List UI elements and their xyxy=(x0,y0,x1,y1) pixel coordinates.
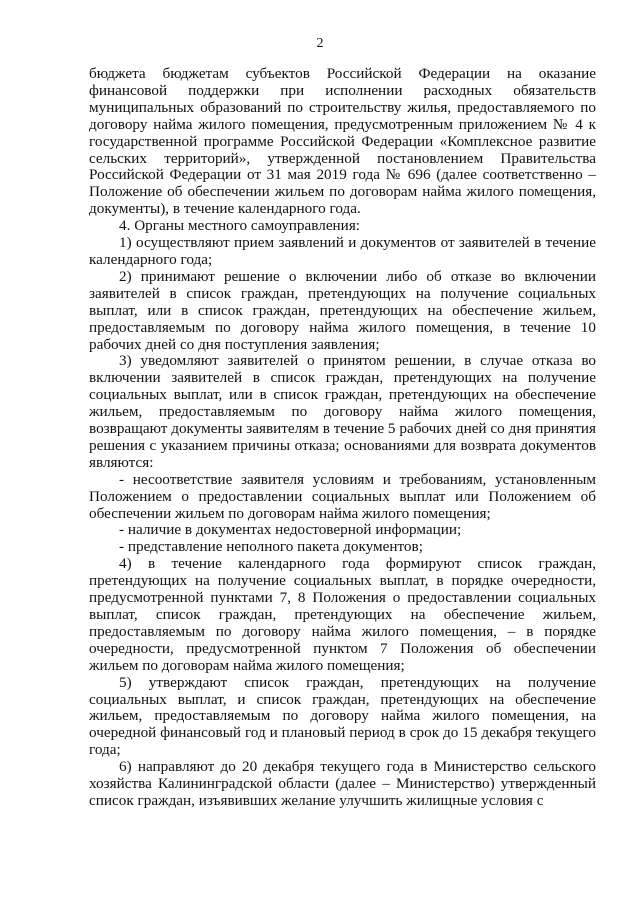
paragraph-return-reason-2: - наличие в документах недостоверной информации; xyxy=(119,521,462,539)
paragraph-return-reason-3: - представление неполного пакета документов; xyxy=(119,538,423,556)
paragraph-continuation: бюджета бюджетам субъектов Российской Федерации на оказание финансовой поддержки при исполнении расходных обязательств муниципальных образований по строительству жилья, предоставляемого по договору найма жилого помещения, предусмотренным приложением № 4 к государственной программе Российской Федерации «Комплексное развитие сельских территорий», утвержденной постановлением Правительства Российской Федерации от 31 мая 2019 года № 696 (далее соответственно – Положение об обеспечении жильем по договорам найма жилого помещения, документы), в течение календарного года. xyxy=(89,65,596,218)
paragraph-item-4-heading: 4. Органы местного самоуправления: xyxy=(119,217,361,235)
document-body xyxy=(89,66,596,810)
page-number: 2 xyxy=(316,36,324,51)
paragraph-return-reason-1: - несоответствие заявителя условиям и требованиям, установленным Положением о предоставлении социальных выплат или Положением об обеспечении жильем по договорам найма жилого помещения; xyxy=(89,470,596,522)
paragraph-subitem-4: 4) в течение календарного года формируют список граждан, претендующих на получение социальных выплат, в порядке очередности, предусмотренной пунктами 7, 8 Положения о предоставлении социальных выплат, список граждан, претендующих на обеспечение жильем, предоставляемым по договору найма жилого помещения, – в порядке очередности, предусмотренной пунктом 7 Положения об обеспечении жильем по договорам найма жилого помещения; xyxy=(89,555,596,674)
paragraph-subitem-2: 2) принимают решение о включении либо об отказе во включении заявителей в список граждан, претендующих на получение социальных выплат, или в список граждан, претендующих на обеспечение жильем, предоставляемым по договору найма жилого помещения, в течение 10 рабочих дней со дня поступления заявления; xyxy=(89,267,596,353)
paragraph-subitem-1: 1) осуществляют прием заявлений и документов от заявителей в течение календарного года; xyxy=(89,234,596,268)
paragraph-subitem-3: 3) уведомляют заявителей о принятом решении, в случае отказа во включении заявителей в список граждан, претендующих на получение социальных выплат, или в список граждан, претендующих на обеспечение жильем, предоставляемым по договору найма жилого помещения, возвращают документы заявителям в течение 5 рабочих дней со дня принятия решения с указанием причины отказа; основаниями для возврата документов являются: xyxy=(89,352,596,471)
paragraph-subitem-6: 6) направляют до 20 декабря текущего года в Министерство сельского хозяйства Калининградской области (далее – Министерство) утвержденный список граждан, изъявивших желание улучшить жилищные условия с xyxy=(89,758,596,809)
paragraph-subitem-5: 5) утверждают список граждан, претендующих на получение социальных выплат, и список граждан, претендующих на обеспечение жильем, предоставляемым по договору найма жилого помещения, на очередной финансовый год и плановый период в срок до 15 декабря текущего года; xyxy=(89,673,596,759)
